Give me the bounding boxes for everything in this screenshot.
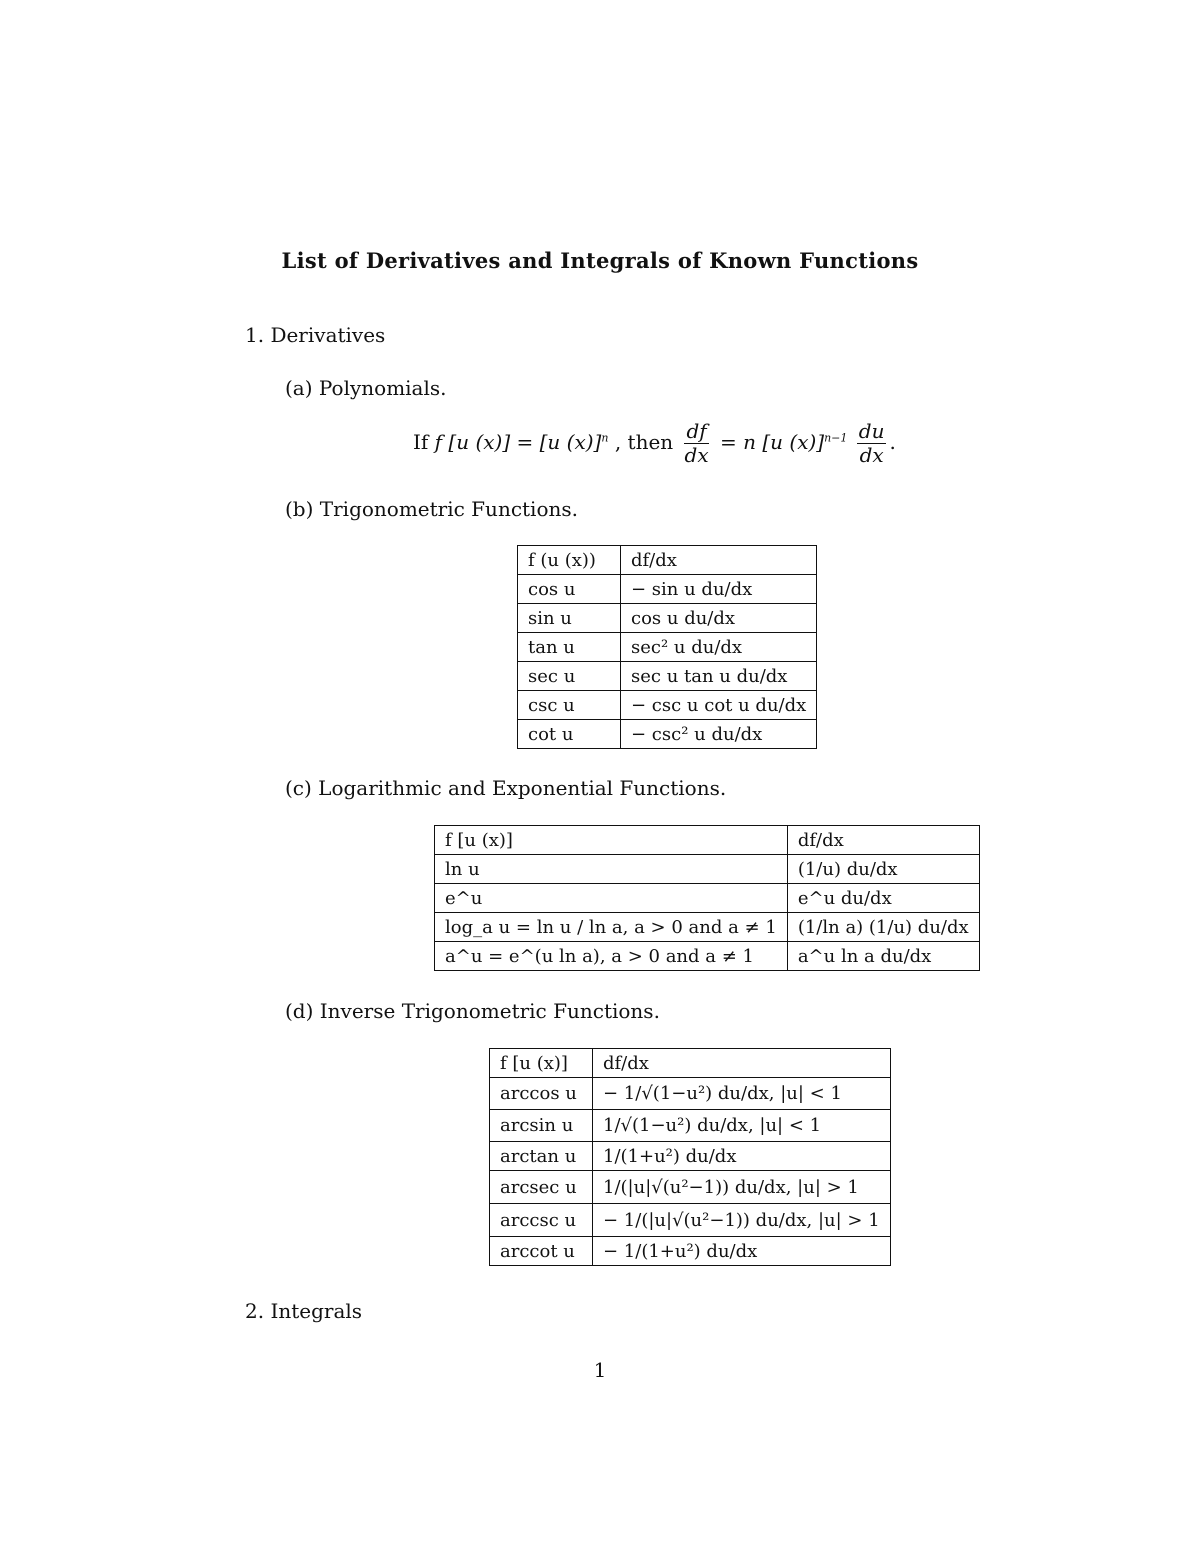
table-row (490, 1142, 891, 1171)
table-cell: arccot u (490, 1237, 593, 1266)
table-row (490, 1049, 891, 1078)
table-cell: cos u (518, 575, 621, 604)
table-cell: sin u (518, 604, 621, 633)
table-row (518, 691, 817, 720)
table-cell: − 1/√(1−u²) du/dx, |u| < 1 (593, 1078, 891, 1110)
trig-derivatives-table (517, 545, 817, 749)
table-row (435, 942, 980, 971)
table-cell: f [u (x)] (435, 826, 788, 855)
df-dx-fraction (683, 420, 711, 467)
table-cell: df/dx (621, 546, 817, 575)
table-row (490, 1204, 891, 1237)
section-integrals: 2. Integrals (245, 1299, 363, 1323)
formula-then: , then (614, 430, 674, 454)
table-cell: arcsec u (490, 1171, 593, 1204)
table-cell: arccos u (490, 1078, 593, 1110)
page-number: 1 (593, 1358, 607, 1382)
table-cell: sec² u du/dx (621, 633, 817, 662)
table-cell: cot u (518, 720, 621, 749)
formula-lhs: f [u (x)] = [u (x)] (434, 430, 602, 454)
table-cell: f (u (x)) (518, 546, 621, 575)
table-row (490, 1110, 891, 1142)
table-cell: 1/(|u|√(u²−1)) du/dx, |u| > 1 (593, 1171, 891, 1204)
table-cell: e^u (435, 884, 788, 913)
table-cell: arccsc u (490, 1204, 593, 1237)
section-derivatives: 1. Derivatives (245, 323, 386, 347)
formula-period: . (889, 430, 896, 454)
table-row (435, 884, 980, 913)
table-row (490, 1171, 891, 1204)
table-cell: − csc u cot u du/dx (621, 691, 817, 720)
table-cell: df/dx (593, 1049, 891, 1078)
inverse-trig-derivatives-table (489, 1048, 891, 1266)
table-cell: ln u (435, 855, 788, 884)
table-row (518, 662, 817, 691)
table-row (435, 826, 980, 855)
table-row (518, 604, 817, 633)
table-row (435, 913, 980, 942)
table-cell: df/dx (787, 826, 979, 855)
table-cell: (1/u) du/dx (787, 855, 979, 884)
table-row (518, 720, 817, 749)
subsection-log-exp: (c) Logarithmic and Exponential Functions. (285, 776, 727, 800)
du-numerator: du (858, 419, 885, 443)
table-cell: tan u (518, 633, 621, 662)
du-dx-fraction (857, 420, 887, 467)
table-cell: − 1/(1+u²) du/dx (593, 1237, 891, 1266)
table-cell: log_a u = ln u / ln a, a > 0 and a ≠ 1 (435, 913, 788, 942)
table-cell: arctan u (490, 1142, 593, 1171)
table-cell: − csc² u du/dx (621, 720, 817, 749)
polynomial-formula (413, 420, 896, 467)
table-cell: − 1/(|u|√(u²−1)) du/dx, |u| > 1 (593, 1204, 891, 1237)
formula-if: If (413, 430, 429, 454)
table-cell: 1/√(1−u²) du/dx, |u| < 1 (593, 1110, 891, 1142)
formula-rhs: = n [u (x)] (720, 430, 825, 454)
table-cell: cos u du/dx (621, 604, 817, 633)
table-cell: a^u ln a du/dx (787, 942, 979, 971)
formula-rhs-exponent: n−1 (824, 431, 848, 445)
table-cell: csc u (518, 691, 621, 720)
table-cell: 1/(1+u²) du/dx (593, 1142, 891, 1171)
df-numerator: df (686, 419, 707, 443)
subsection-trigonometric: (b) Trigonometric Functions. (285, 497, 578, 521)
table-cell: arcsin u (490, 1110, 593, 1142)
table-row (435, 855, 980, 884)
dx-denominator: dx (859, 443, 884, 467)
table-row (518, 546, 817, 575)
dx-denominator: dx (684, 443, 709, 467)
table-cell: sec u tan u du/dx (621, 662, 817, 691)
table-cell: − sin u du/dx (621, 575, 817, 604)
subsection-inverse-trig: (d) Inverse Trigonometric Functions. (285, 999, 660, 1023)
table-row (518, 633, 817, 662)
table-cell: e^u du/dx (787, 884, 979, 913)
table-row (490, 1078, 891, 1110)
table-cell: sec u (518, 662, 621, 691)
table-row (518, 575, 817, 604)
table-cell: a^u = e^(u ln a), a > 0 and a ≠ 1 (435, 942, 788, 971)
table-cell: f [u (x)] (490, 1049, 593, 1078)
table-row (490, 1237, 891, 1266)
subsection-polynomials: (a) Polynomials. (285, 376, 447, 400)
log-exp-derivatives-table (434, 825, 980, 971)
table-cell: (1/ln a) (1/u) du/dx (787, 913, 979, 942)
formula-lhs-exponent: n (601, 431, 609, 445)
page-title: List of Derivatives and Integrals of Known Functions (281, 248, 919, 273)
